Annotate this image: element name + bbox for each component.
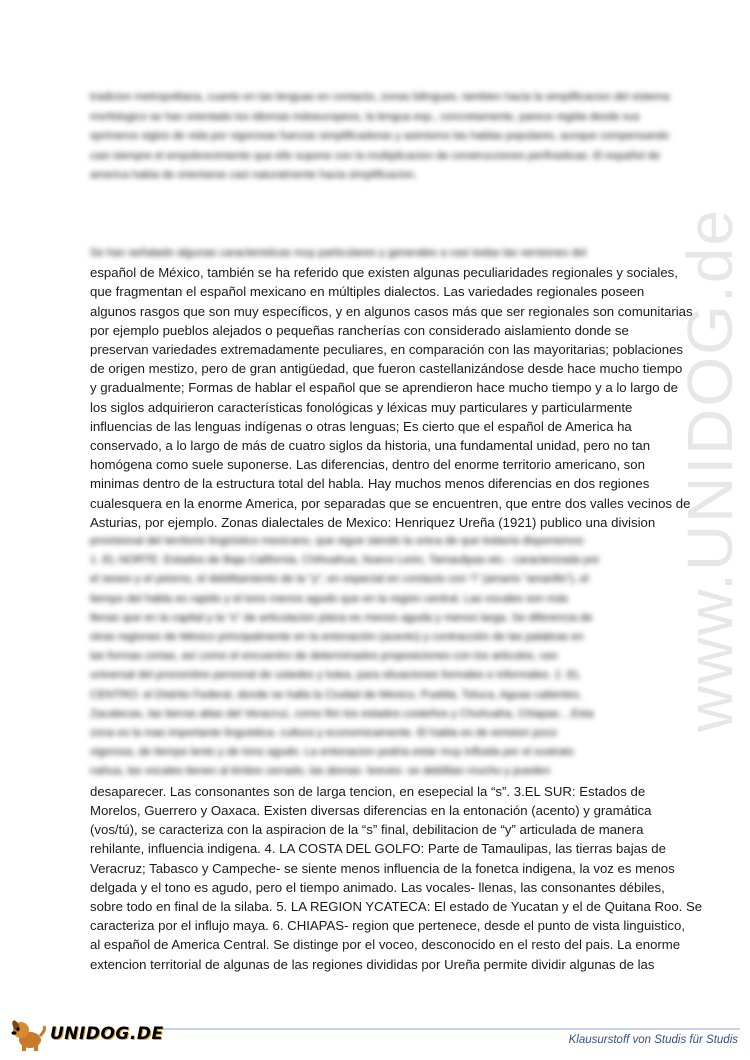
text-line-blurred: CENTRO: el Distrito Federal, donde se halla la Ciudad de Mexico, Puebla, Toluca, Aguas calientes, xyxy=(90,688,582,701)
text-line: delgada y el tono es agudo, pero el tiempo animado. Las vocales- llenas, las consonantes débiles, xyxy=(90,879,665,895)
logo-text: UNIDOG.DE xyxy=(50,1024,164,1044)
text-line-blurred: zona es la mas importante linguistica- cultura y economicamente. El habla es de emision poco xyxy=(90,727,558,740)
text-line: preservan variedades extremadamente peculiares, en comparación con las mayoritarias; poblaciones xyxy=(90,342,684,358)
text-line-blurred: tiempo del habla es rapido y el tono menos agudo que en la region central. Las vocales son más xyxy=(90,592,569,605)
unidog-logo[interactable] xyxy=(8,1016,164,1052)
text-line: minimas dentro de la estructura total del habla. Hay muchos menos diferencias en dos regiones xyxy=(90,476,650,492)
watermark: www.UNIDOG.de xyxy=(674,208,746,732)
text-line: al español de America Central. Se distinge por el voceo, desconocido en el resto del pais. La enorme xyxy=(90,937,681,953)
text-line: homógena como suele suponerse. Las diferencias, dentro del enorme territorio americano, son xyxy=(90,457,645,473)
text-line: desaparecer. Las consonantes son de larga tencion, en esepecial la “s”. 3.EL SUR: Estados de xyxy=(90,783,646,799)
text-line-blurred: provisional del territorio lingüístico mexicano, que sigue siendo la unica de que todavía disponemos: xyxy=(90,535,586,548)
text-line-blurred: universal del pronombre personal de ustedes y tutea, para situaciones formales e informales. 2. EL xyxy=(90,669,581,682)
text-line-blurred: llenas que en la capital y la “s” de articulacion plana es menos aguda y menos larga. Se diferencia de xyxy=(90,611,593,624)
footer-divider xyxy=(155,1028,740,1030)
text-line: extencion territorial de algunas de las regiones divididas por Ureña permite dividir algunas de las xyxy=(90,956,655,972)
text-line: conservado, a lo largo de más de cuatro siglos da historia, una fundamental unidad, pero no tan xyxy=(90,438,651,454)
text-line-blurred: las formas cortas, así como el encuentro de determinados proposiciones con los articulos, uso xyxy=(90,650,558,663)
text-line: caracteriza por el influjo maya. 6. CHIAPAS- region que pertenece, desde el punto de vista linguistico, xyxy=(90,918,685,934)
text-line: Morelos, Guerrero y Oaxaca. Existen diversas diferencias en la entonación (acento) y gramática xyxy=(90,802,652,818)
text-line: cualesquera en la enorme America, por separadas que se encuentren, que entre dos valles vecinos de xyxy=(90,495,691,511)
text-line-blurred: Zacatecas, las tierras altas del Veracruz, como fön los estados costeños y Chuhuaha, Chiapas....Esta xyxy=(90,707,594,720)
text-line-blurred: nahua, las vocales tienen al timbre cerrado, las átonas- breves- se debilitan mucho y pueden xyxy=(90,765,551,778)
main-paragraph xyxy=(90,244,703,974)
text-line-blurred: otras regiones de México principalmente en la entonación (acento) y contracción de las palabras en xyxy=(90,631,584,644)
text-line: sobre todo en final de la silaba. 5. LA REGION YCATECA: El estado de Yucatan y el de Quitana Roo. Se xyxy=(90,898,703,914)
text-line: rehilante, influencia indigena. 4. LA COSTA DEL GOLFO: Parte de Tamaulipas, las tierras bajas de xyxy=(90,841,666,857)
text-line-blurred: vigorosa, de tiempo lento y de tono agudo. La entonacion podria estar muy influida por el sustrato xyxy=(90,746,574,759)
text-line: influencias de las lenguas indígenas o otras lenguas; Es cierto que el español de America ha xyxy=(90,418,632,434)
text-line: español de México, también se ha referido que existen algunas peculiaridades regionales y sociales, xyxy=(90,265,678,281)
text-line: algunos rasgos que son muy específicos, y en algunos casos más que ser regionales son comunitarias xyxy=(90,303,693,319)
text-line: Asturias, por ejemplo. Zonas dialectales de Mexico: Henriquez Ureña (1921) publico una division xyxy=(90,514,656,530)
text-line: de origen mestizo, pero de gran antigüedad, que fueron castellanizándose desde hace mucho tiempo xyxy=(90,361,683,377)
text-line: por ejemplo pueblos alejados o pequeñas rancherías con considerado aislamiento donde se xyxy=(90,322,629,338)
text-line-blurred: el seseo y el yeismo, el debilitamiento de la “y”, en especial en contacto con “i” (amario “amarillo”), el xyxy=(90,573,589,586)
dog-mascot-icon xyxy=(8,1016,48,1052)
footer-tagline: Klausurstoff von Studis für Studis xyxy=(568,1034,738,1046)
text-line: (vos/tú), se caracteriza con la aspiracion de la “s” final, debilitacion de “y” articulada de manera xyxy=(90,822,644,838)
text-line: Veracruz; Tabasco y Campeche- se siente menos influencia de la fonetca indigena, la voz es menos xyxy=(90,860,675,876)
text-line: los siglos adquirieron características fonológicas y léxicas muy particulares y particularmente xyxy=(90,399,633,415)
text-line-blurred: Se han señalado algunas caracteristicas muy particulares y generales a casi todas las versiones del xyxy=(90,247,587,259)
text-line: y gradualmente; Formas de hablar el español que se aprendieron hace mucho tiempo y a lo largo de xyxy=(90,380,678,396)
text-line-blurred: 1. EL NORTE: Estados de Baja California, Chihuahua, Nuevo León, Tamaulipas etc.- caracterizada por xyxy=(90,554,600,567)
text-line: que fragmentan el español mexicano en múltiples dialectos. Las variedades regionales poseen xyxy=(90,284,645,300)
blurred-top-paragraph: tradicion metropolitana, cuanto en las lenguas en contacto, zonas bilingues, tambien hacia la simplificacion del sistema morfologico se han orientado los idiomas indoeuropeos, la lengua esp., concretamente, parece regida desde sus sprimeros siglos de vida por vigorosas fuerzas simplificadoras y asimismo las hablas populares, aunque compensando casi siempre el empobrecimiento que ello supone con la multiplicacion de construcciones perifrasticas. El español de america habia de orientarse casi naturalmente hacia simplificacion. xyxy=(90,91,670,181)
